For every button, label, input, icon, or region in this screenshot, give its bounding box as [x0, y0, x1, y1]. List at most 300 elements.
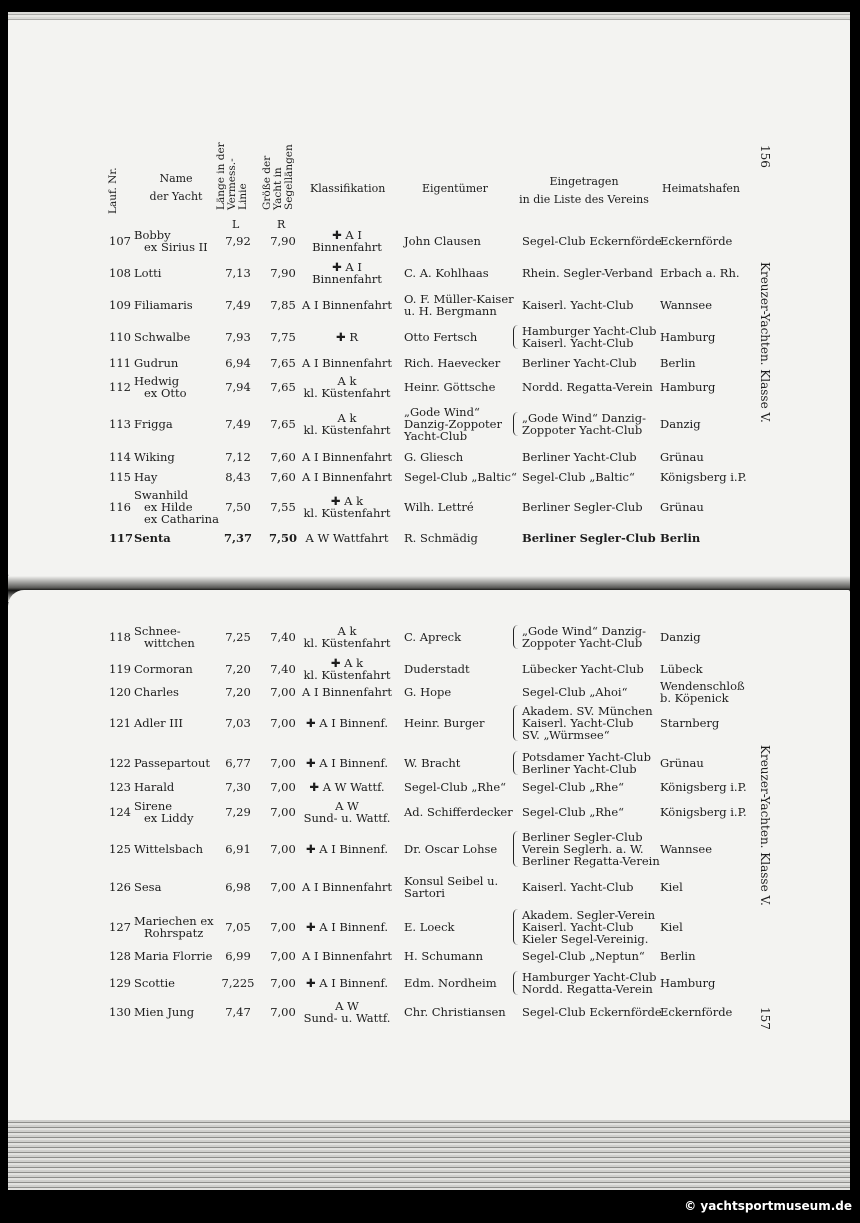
row-number: 116	[109, 500, 131, 514]
header-lauf-nr: Lauf. Nr.	[107, 167, 119, 214]
home-port-line: Danzig	[660, 630, 701, 644]
size-r: 7,65	[270, 380, 296, 394]
club-line: Nordd. Regatta-Verein	[522, 380, 653, 394]
owner-line: E. Loeck	[404, 920, 455, 934]
home-port	[660, 471, 747, 483]
owner-line: C. Apreck	[404, 630, 462, 644]
yacht-name-line: Harald	[134, 780, 175, 794]
club-brace	[513, 751, 518, 775]
yacht-name-line: Adler III	[134, 716, 183, 730]
home-port	[660, 1006, 732, 1018]
size-r: 7,00	[270, 1005, 296, 1019]
club-line: Lübecker Yacht-Club	[522, 662, 644, 676]
yacht-name-line: Scottie	[134, 976, 175, 990]
owner	[404, 843, 497, 855]
yacht-name	[134, 299, 193, 311]
club	[522, 1006, 662, 1018]
club-line: Hamburger Yacht-Club	[522, 324, 657, 338]
yacht-name	[134, 532, 171, 544]
owner-line: C. A. Kohlhaas	[404, 266, 489, 280]
owner-line: Segel-Club „Baltic“	[404, 470, 517, 484]
club-line: Berliner Segler-Club	[522, 830, 643, 844]
home-port-line: Danzig	[660, 417, 701, 431]
club-line: Akadem. Segler-Verein	[522, 908, 656, 922]
classification	[302, 451, 392, 463]
classification	[302, 950, 392, 962]
size-r: 7,65	[270, 417, 296, 431]
yacht-name-line: Filiamaris	[134, 298, 193, 312]
yacht-name	[134, 800, 193, 824]
home-port	[660, 631, 701, 643]
classification	[303, 625, 390, 649]
club	[522, 909, 655, 945]
owner	[404, 717, 484, 729]
yacht-name	[134, 375, 187, 399]
yacht-name-line: ex Catharina	[144, 512, 219, 526]
classification	[302, 357, 392, 369]
row-number: 130	[109, 1005, 131, 1019]
owner-line: Sartori	[404, 886, 445, 900]
size-r: 7,90	[270, 266, 296, 280]
yacht-name-line: Gudrun	[134, 356, 179, 370]
classification	[306, 757, 388, 769]
size-r: 7,60	[270, 450, 296, 464]
classification	[303, 375, 390, 399]
length-l: 7,49	[225, 298, 251, 312]
home-port	[660, 950, 696, 962]
yacht-name	[134, 357, 178, 369]
row-number: 114	[109, 450, 131, 464]
row-number: 111	[109, 356, 131, 370]
home-port-line: Hamburg	[660, 330, 716, 344]
club-line: Hamburger Yacht-Club	[522, 970, 657, 984]
club	[522, 532, 656, 544]
home-port	[660, 881, 683, 893]
club-brace	[513, 625, 518, 649]
classification-line: A I Binnenfahrt	[302, 450, 392, 464]
classification-line: kl. Küstenfahrt	[303, 423, 391, 437]
classification-line: ✚ A I Binnenf.	[305, 756, 389, 770]
size-r: 7,85	[270, 298, 296, 312]
yacht-name-line: Hedwig	[134, 374, 180, 388]
home-port-line: Kiel	[660, 880, 683, 894]
owner-line: G. Hope	[404, 685, 452, 699]
classification	[304, 800, 391, 824]
club	[522, 625, 646, 649]
club	[522, 705, 653, 741]
home-port-line: Hamburg	[660, 976, 716, 990]
club-line: „Gode Wind“ Danzig-	[522, 411, 646, 425]
yacht-name	[134, 229, 208, 253]
size-r: 7,00	[270, 949, 296, 963]
home-port-line: Königsberg i.P.	[660, 780, 747, 794]
home-port-line: Königsberg i.P.	[660, 805, 747, 819]
row-number: 118	[109, 630, 131, 644]
header-groesse: Größe der Yacht in Segellängen	[261, 144, 295, 210]
classification-line: A k	[337, 624, 357, 638]
yacht-name	[134, 915, 214, 939]
length-l: 7,92	[225, 234, 251, 248]
club-line: Segel-Club „Rhe“	[522, 805, 625, 819]
home-port	[660, 501, 704, 513]
owner	[404, 532, 478, 544]
home-port	[660, 267, 740, 279]
home-port	[660, 418, 701, 430]
club	[522, 950, 645, 962]
classification	[303, 412, 390, 436]
home-port	[660, 977, 715, 989]
club-line: Kaiserl. Yacht-Club	[522, 716, 634, 730]
length-l: 7,50	[225, 500, 251, 514]
owner	[404, 293, 514, 317]
owner	[404, 921, 454, 933]
club-line: SV. „Würmsee“	[522, 728, 610, 742]
row-number: 122	[109, 756, 131, 770]
club-line: Zoppoter Yacht-Club	[522, 636, 643, 650]
club-line: Segel-Club „Baltic“	[522, 470, 635, 484]
row-number: 129	[109, 976, 131, 990]
home-port-line: Grünau	[660, 500, 704, 514]
length-l: 7,29	[225, 805, 251, 819]
club-line: Kieler Segel-Vereinig.	[522, 932, 649, 946]
owner	[404, 757, 460, 769]
classification-line: A I Binnenfahrt	[302, 298, 392, 312]
length-l: 7,03	[225, 716, 251, 730]
classification-line: A I Binnenfahrt	[302, 949, 392, 963]
home-port	[660, 843, 712, 855]
yacht-name-line: Schwalbe	[134, 330, 191, 344]
header-groesse-symbol: R	[277, 218, 286, 231]
club-line: Akadem. SV. München	[522, 704, 653, 718]
classification	[302, 881, 392, 893]
length-l: 7,12	[225, 450, 251, 464]
club	[522, 971, 657, 995]
club	[522, 471, 635, 483]
length-l: 7,47	[225, 1005, 251, 1019]
row-number: 125	[109, 842, 131, 856]
size-r: 7,00	[270, 805, 296, 819]
club	[522, 325, 657, 349]
yacht-name-line: Sirene	[134, 799, 173, 813]
copyright-footer: © yachtsportmuseum.de	[684, 1199, 852, 1213]
owner	[404, 471, 517, 483]
yacht-name	[134, 418, 173, 430]
club	[522, 357, 637, 369]
size-r: 7,90	[270, 234, 296, 248]
owner	[404, 631, 461, 643]
home-port-line: Berlin	[660, 531, 701, 545]
classification-line: ✚ A k	[330, 494, 364, 508]
owner-line: Heinr. Burger	[404, 716, 485, 730]
owner	[404, 451, 463, 463]
classification	[306, 977, 388, 989]
classification	[309, 781, 384, 793]
club-line: Berliner Yacht-Club	[522, 450, 637, 464]
owner-line: Edm. Nordheim	[404, 976, 497, 990]
home-port	[660, 331, 715, 343]
header-eigentuemer: Eigentümer	[422, 182, 488, 195]
classification	[302, 686, 392, 698]
yacht-name	[134, 471, 157, 483]
classification-line: A I Binnenfahrt	[302, 880, 392, 894]
home-port	[660, 806, 747, 818]
home-port-line: Erbach a. Rh.	[660, 266, 740, 280]
owner-line: Ad. Schifferdecker	[404, 805, 513, 819]
classification	[306, 532, 389, 544]
yacht-name	[134, 686, 179, 698]
classification-line: ✚ A k	[330, 656, 364, 670]
home-port	[660, 680, 745, 704]
row-number: 108	[109, 266, 131, 280]
page-number-156: 156	[758, 145, 772, 168]
yacht-name-line: Swanhild	[134, 488, 189, 502]
owner-line: Duderstadt	[404, 662, 470, 676]
club-line: Berliner Segler-Club	[522, 500, 643, 514]
classification-line: A I Binnenfahrt	[302, 356, 392, 370]
yacht-name-line: Maria Florrie	[134, 949, 213, 963]
club-line: Segel-Club „Neptun“	[522, 949, 645, 963]
owner-line: Heinr. Göttsche	[404, 380, 496, 394]
club-line: Rhein. Segler-Verband	[522, 266, 653, 280]
club	[522, 501, 643, 513]
classification	[306, 843, 388, 855]
classification	[336, 331, 358, 343]
owner-line: Otto Fertsch	[404, 330, 478, 344]
classification	[306, 921, 388, 933]
row-number: 119	[109, 662, 131, 676]
club	[522, 381, 653, 393]
home-port	[660, 781, 747, 793]
home-port	[660, 357, 696, 369]
classification-line: ✚ A W Wattf.	[309, 780, 385, 794]
yacht-name-line: Wittelsbach	[134, 842, 203, 856]
home-port	[660, 717, 719, 729]
classification-line: Sund- u. Wattf.	[303, 811, 391, 825]
row-number: 115	[109, 470, 131, 484]
classification	[306, 717, 388, 729]
yacht-name	[134, 267, 161, 279]
length-l: 7,49	[225, 417, 251, 431]
length-l: 7,225	[221, 976, 255, 990]
club-line: Kaiserl. Yacht-Club	[522, 920, 634, 934]
home-port-line: Grünau	[660, 756, 704, 770]
length-l: 7,13	[225, 266, 251, 280]
home-port-line: Berlin	[660, 356, 696, 370]
club-line: „Gode Wind“ Danzig-	[522, 624, 646, 638]
yacht-name-line: Hay	[134, 470, 158, 484]
length-l: 7,94	[225, 380, 251, 394]
classification-line: ✚ R	[336, 330, 358, 344]
home-port-line: Eckernförde	[660, 1005, 733, 1019]
classification-line: ✚ A I Binnenf.	[305, 842, 389, 856]
row-number: 121	[109, 716, 131, 730]
classification-line: A k	[337, 374, 357, 388]
home-port	[660, 235, 732, 247]
yacht-name-line: ex Hilde	[144, 500, 193, 514]
owner	[404, 686, 451, 698]
size-r: 7,00	[270, 685, 296, 699]
owner	[404, 875, 498, 899]
owner-line: O. F. Müller-Kaiser	[404, 292, 514, 306]
side-title-top: Kreuzer-Yachten. Klasse V.	[758, 262, 772, 423]
classification-line: A W	[335, 799, 359, 813]
yacht-name-line: ex Liddy	[144, 811, 194, 825]
classification-line: ✚ A I Binnenf.	[305, 716, 389, 730]
club-brace	[513, 831, 518, 867]
row-number: 124	[109, 805, 131, 819]
yacht-name	[134, 451, 175, 463]
home-port-line: b. Köpenick	[660, 691, 729, 705]
club-line: Segel-Club Eckernförde	[522, 1005, 662, 1019]
owner-line: Konsul Seibel u.	[404, 874, 499, 888]
row-number: 107	[109, 234, 131, 248]
club-brace	[513, 909, 518, 945]
classification-line: A I Binnenfahrt	[302, 685, 392, 699]
yacht-name	[134, 625, 195, 649]
yacht-name	[134, 881, 161, 893]
club	[522, 686, 627, 698]
row-number: 126	[109, 880, 131, 894]
club-line: Segel-Club Eckernförde	[522, 234, 662, 248]
length-l: 6,94	[225, 356, 251, 370]
length-l: 7,37	[223, 531, 253, 545]
header-laenge-symbol: L	[232, 218, 240, 231]
classification-line: Binnenfahrt	[312, 240, 382, 254]
row-number: 110	[109, 330, 131, 344]
owner-line: Wilh. Lettré	[404, 500, 474, 514]
home-port	[660, 381, 715, 393]
owner-line: Chr. Christiansen	[404, 1005, 506, 1019]
yacht-name	[134, 717, 183, 729]
club-line: Kaiserl. Yacht-Club	[522, 336, 634, 350]
classification-line: ✚ A I Binnenf.	[305, 976, 389, 990]
size-r: 7,40	[270, 630, 296, 644]
club-line: Potsdamer Yacht-Club	[522, 750, 651, 764]
yacht-name-line: Lotti	[134, 266, 162, 280]
yacht-name-line: Cormoran	[134, 662, 193, 676]
classification	[312, 261, 382, 285]
yacht-name	[134, 843, 203, 855]
yacht-name	[134, 950, 212, 962]
length-l: 7,20	[225, 685, 251, 699]
club-line: Berliner Yacht-Club	[522, 762, 637, 776]
club-line: Berliner Regatta-Verein	[522, 854, 660, 868]
classification-line: A W Wattfahrt	[305, 531, 389, 545]
club-line: Segel-Club „Rhe“	[522, 780, 625, 794]
classification	[312, 229, 382, 253]
classification-line: ✚ A I	[332, 260, 362, 274]
row-number: 113	[109, 417, 131, 431]
home-port-line: Wannsee	[660, 298, 713, 312]
owner	[404, 977, 497, 989]
size-r: 7,00	[270, 780, 296, 794]
club-line: Kaiserl. Yacht-Club	[522, 880, 634, 894]
length-l: 7,05	[225, 920, 251, 934]
home-port	[660, 757, 704, 769]
club	[522, 267, 653, 279]
club	[522, 299, 633, 311]
size-r: 7,00	[270, 880, 296, 894]
size-r: 7,00	[270, 842, 296, 856]
club-brace	[513, 412, 518, 436]
yacht-name-line: Charles	[134, 685, 179, 699]
owner	[404, 806, 513, 818]
classification-line: kl. Küstenfahrt	[303, 386, 391, 400]
length-l: 6,99	[225, 949, 251, 963]
owner-line: Dr. Oscar Lohse	[404, 842, 498, 856]
classification	[303, 657, 390, 681]
owner-line: R. Schmädig	[404, 531, 478, 545]
home-port-line: Wannsee	[660, 842, 713, 856]
classification-line: ✚ A I	[332, 228, 362, 242]
yacht-name-line: Passepartout	[134, 756, 210, 770]
size-r: 7,75	[270, 330, 296, 344]
yacht-name	[134, 331, 190, 343]
yacht-name-line: wittchen	[144, 636, 195, 650]
club-brace	[513, 971, 518, 995]
classification-line: kl. Küstenfahrt	[303, 668, 391, 682]
classification-line: Sund- u. Wattf.	[303, 1011, 391, 1025]
length-l: 6,98	[225, 880, 251, 894]
club-line: Berliner Yacht-Club	[522, 356, 637, 370]
header-laenge: Länge in der Vermess.- Linie	[215, 142, 249, 210]
owner	[404, 331, 477, 343]
yacht-name	[134, 1006, 194, 1018]
home-port-line: Hamburg	[660, 380, 716, 394]
classification	[302, 299, 392, 311]
home-port	[660, 921, 683, 933]
owner-line: Segel-Club „Rhe“	[404, 780, 507, 794]
row-number: 120	[109, 685, 131, 699]
owner	[404, 501, 474, 513]
home-port-line: Königsberg i.P.	[660, 470, 747, 484]
yacht-name-line: Schnee-	[134, 624, 181, 638]
header-heimatshafen: Heimatshafen	[662, 182, 740, 195]
owner-line: Rich. Haevecker	[404, 356, 501, 370]
size-r: 7,00	[270, 716, 296, 730]
club	[522, 831, 660, 867]
home-port-line: Grünau	[660, 450, 704, 464]
yacht-name	[134, 781, 174, 793]
club	[522, 451, 637, 463]
yacht-name-line: Senta	[134, 531, 171, 545]
size-r: 7,55	[270, 500, 296, 514]
home-port-line: Wendenschloß	[660, 679, 745, 693]
row-number: 127	[109, 920, 131, 934]
club	[522, 751, 651, 775]
club	[522, 663, 644, 675]
classification-line: Binnenfahrt	[312, 272, 382, 286]
yacht-name	[134, 977, 175, 989]
owner	[404, 663, 470, 675]
owner	[404, 381, 495, 393]
club-line: Nordd. Regatta-Verein	[522, 982, 653, 996]
home-port	[660, 451, 704, 463]
classification-line: kl. Küstenfahrt	[303, 636, 391, 650]
classification-line: A k	[337, 411, 357, 425]
size-r: 7,50	[268, 531, 298, 545]
row-number: 109	[109, 298, 131, 312]
owner-line: G. Gliesch	[404, 450, 464, 464]
club-line: Segel-Club „Ahoi“	[522, 685, 628, 699]
length-l: 8,43	[225, 470, 251, 484]
yacht-name-line: ex Sirius II	[144, 240, 208, 254]
owner-line: u. H. Bergmann	[404, 304, 497, 318]
yacht-name-line: Rohrspatz	[144, 926, 204, 940]
home-port-line: Berlin	[660, 949, 696, 963]
club	[522, 412, 646, 436]
length-l: 7,93	[225, 330, 251, 344]
